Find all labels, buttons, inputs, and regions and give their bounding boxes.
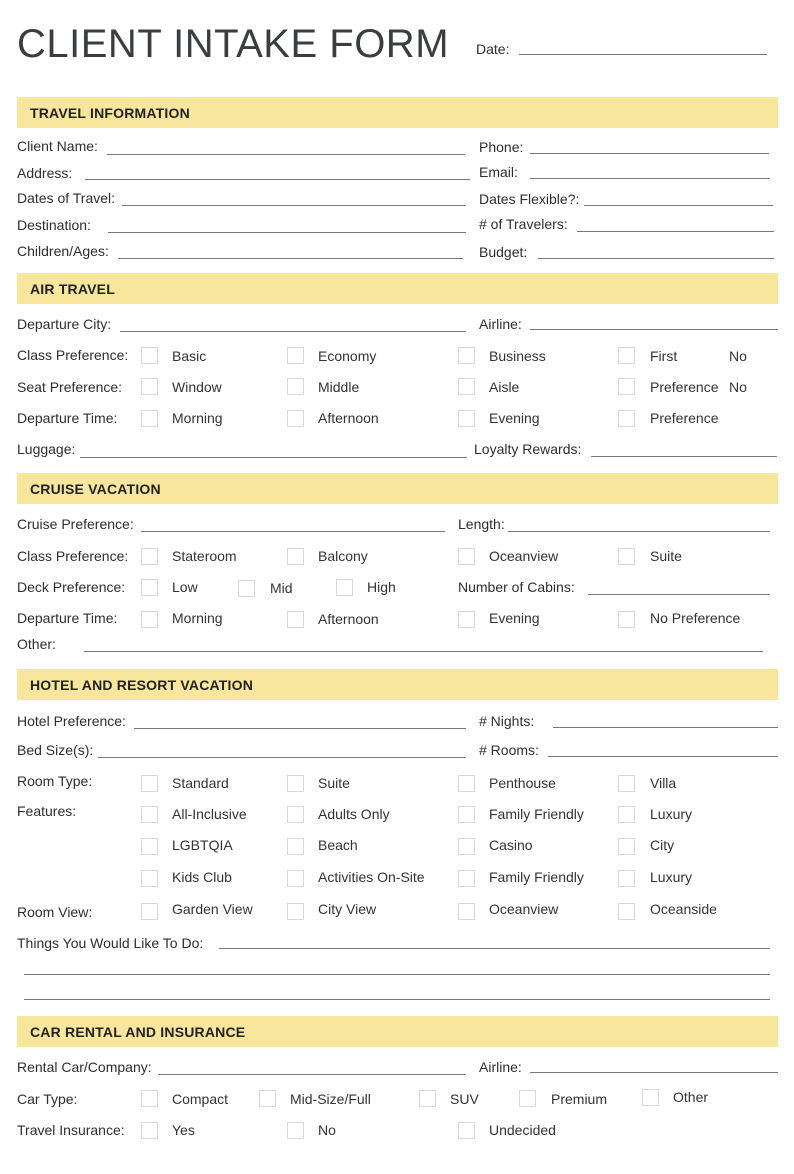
email-field[interactable]: [530, 178, 770, 179]
deck-pref-label: Deck Preference:: [17, 579, 126, 595]
checkbox-city-view[interactable]: [287, 903, 304, 920]
checkbox-economy[interactable]: [287, 347, 304, 364]
checkbox-standard[interactable]: [141, 775, 158, 792]
checkbox-evening[interactable]: [458, 611, 475, 628]
length-field[interactable]: [508, 531, 770, 532]
option-label: Premium: [551, 1091, 608, 1107]
no-label: No: [729, 379, 747, 395]
checkbox-all-inclusive[interactable]: [141, 806, 158, 823]
air-departure-time-label: Departure Time:: [17, 410, 118, 426]
option-label: Basic: [172, 348, 207, 364]
section-title: HOTEL AND RESORT VACATION: [30, 677, 254, 693]
option-label: Yes: [172, 1122, 195, 1138]
option-label: Preference: [650, 410, 719, 426]
option-label: Activities On-Site: [318, 869, 425, 885]
car-type-label: Car Type:: [17, 1091, 78, 1107]
option-label: No: [318, 1122, 336, 1138]
option-label: City View: [318, 901, 377, 917]
checkbox-suv[interactable]: [419, 1090, 436, 1107]
checkbox-oceanside[interactable]: [618, 903, 635, 920]
checkbox-family-friendly[interactable]: [458, 870, 475, 887]
checkbox-casino[interactable]: [458, 838, 475, 855]
airline-field[interactable]: [530, 329, 778, 330]
car-airline-label: Airline:: [479, 1059, 522, 1075]
checkbox-first[interactable]: [618, 347, 635, 364]
budget-field[interactable]: [538, 258, 774, 259]
option-label: All-Inclusive: [172, 806, 247, 822]
cruise-departure-time-label: Departure Time:: [17, 610, 118, 626]
room-type-label: Room Type:: [17, 773, 93, 789]
option-label: Mid: [270, 580, 293, 596]
things-to-do-field-line-2[interactable]: [24, 974, 770, 975]
option-label: Undecided: [489, 1122, 556, 1138]
option-label: Evening: [489, 610, 540, 626]
address-label: Address:: [17, 165, 73, 181]
option-label: Evening: [489, 410, 540, 426]
option-label: Middle: [318, 379, 360, 395]
checkbox-kids-club[interactable]: [141, 870, 158, 887]
option-label: Garden View: [172, 901, 253, 917]
things-to-do-field[interactable]: [219, 948, 770, 949]
checkbox-afternoon[interactable]: [287, 410, 304, 427]
option-label: Penthouse: [489, 775, 556, 791]
checkbox-activities-on-site[interactable]: [287, 870, 304, 887]
room-view-label: Room View:: [17, 904, 93, 920]
section-header-air: [17, 273, 778, 304]
checkbox-no[interactable]: [287, 1122, 304, 1139]
checkbox-morning[interactable]: [141, 410, 158, 427]
things-to-do-field-line-3[interactable]: [24, 999, 770, 1000]
option-label: Suite: [318, 775, 350, 791]
car-airline-field[interactable]: [530, 1072, 778, 1073]
cruise-class-pref-label: Class Preference:: [17, 548, 129, 564]
checkbox-city[interactable]: [618, 838, 635, 855]
section-title: CRUISE VACATION: [30, 481, 161, 497]
option-label: Luxury: [650, 869, 693, 885]
option-label: Business: [489, 348, 546, 364]
checkbox-evening[interactable]: [458, 410, 475, 427]
checkbox-low[interactable]: [141, 579, 158, 596]
option-label: Aisle: [489, 379, 520, 395]
option-label: SUV: [450, 1091, 479, 1107]
children-ages-field[interactable]: [118, 258, 463, 259]
checkbox-afternoon[interactable]: [287, 611, 304, 628]
bed-size-field[interactable]: [98, 757, 466, 758]
date-field[interactable]: [519, 54, 767, 55]
checkbox-premium[interactable]: [519, 1090, 536, 1107]
option-label: Suite: [650, 548, 682, 564]
rooms-field[interactable]: [548, 756, 778, 757]
seat-pref-label: Seat Preference:: [17, 379, 123, 395]
features-label: Features:: [17, 803, 77, 819]
option-label: Preference: [650, 379, 719, 395]
departure-city-field[interactable]: [120, 331, 466, 332]
option-label: Oceanview: [489, 548, 559, 564]
option-label: Low: [172, 579, 198, 595]
travel-insurance-label: Travel Insurance:: [17, 1122, 125, 1138]
air-class-pref-label: Class Preference:: [17, 347, 129, 363]
destination-field[interactable]: [108, 232, 466, 233]
luggage-field[interactable]: [80, 457, 467, 458]
checkbox-penthouse[interactable]: [458, 775, 475, 792]
option-label: LGBTQIA: [172, 837, 233, 853]
checkbox-balcony[interactable]: [287, 548, 304, 565]
other-field[interactable]: [84, 651, 763, 652]
hotel-pref-field[interactable]: [134, 728, 466, 729]
checkbox-beach[interactable]: [287, 838, 304, 855]
checkbox-family-friendly[interactable]: [458, 806, 475, 823]
checkbox-lgbtqia[interactable]: [141, 838, 158, 855]
option-label: Family Friendly: [489, 869, 584, 885]
checkbox-suite[interactable]: [618, 548, 635, 565]
checkbox-middle[interactable]: [287, 378, 304, 395]
checkbox-undecided[interactable]: [458, 1122, 475, 1139]
things-to-do-label: Things You Would Like To Do:: [17, 935, 204, 951]
option-label: Kids Club: [172, 869, 232, 885]
other-label: Other:: [17, 636, 56, 652]
section-header-travel: [17, 97, 778, 128]
checkbox-seat-no-preference[interactable]: [618, 378, 635, 395]
checkbox-no-preference[interactable]: [618, 611, 635, 628]
checkbox-window[interactable]: [141, 378, 158, 395]
checkbox-stateroom[interactable]: [141, 548, 158, 565]
option-label: Afternoon: [318, 611, 379, 627]
option-label: Oceanview: [489, 901, 559, 917]
phone-field[interactable]: [530, 153, 769, 154]
no-label: No: [729, 348, 747, 364]
checkbox-oceanview[interactable]: [458, 903, 475, 920]
option-label: Afternoon: [318, 410, 379, 426]
num-cabins-label: Number of Cabins:: [458, 579, 575, 595]
option-label: Morning: [172, 610, 223, 626]
checkbox-luxury[interactable]: [618, 806, 635, 823]
phone-label: Phone:: [479, 139, 524, 155]
section-header-hotel: [17, 669, 778, 700]
dates-flexible-field[interactable]: [584, 205, 773, 206]
option-label: Economy: [318, 348, 377, 364]
num-travelers-field[interactable]: [577, 231, 774, 232]
airline-label: Airline:: [479, 316, 522, 332]
checkbox-morning[interactable]: [141, 611, 158, 628]
budget-label: Budget:: [479, 244, 528, 260]
checkbox-aisle[interactable]: [458, 378, 475, 395]
option-label: Villa: [650, 775, 677, 791]
section-header-car: [17, 1016, 778, 1047]
option-label: Morning: [172, 410, 223, 426]
checkbox-business[interactable]: [458, 347, 475, 364]
children-ages-label: Children/Ages:: [17, 243, 109, 259]
loyalty-field[interactable]: [591, 456, 777, 457]
cruise-pref-field[interactable]: [141, 531, 445, 532]
checkbox-luxury[interactable]: [618, 870, 635, 887]
luggage-label: Luggage:: [17, 441, 76, 457]
checkbox-time-no-preference[interactable]: [618, 410, 635, 427]
rooms-label: # Rooms:: [479, 742, 539, 758]
option-label: Adults Only: [318, 806, 390, 822]
checkbox-yes[interactable]: [141, 1122, 158, 1139]
num-travelers-label: # of Travelers:: [479, 216, 568, 232]
option-label: Mid-Size/Full: [290, 1091, 371, 1107]
email-label: Email:: [479, 164, 518, 180]
date-label: Date:: [476, 41, 510, 57]
num-cabins-field[interactable]: [588, 594, 770, 595]
checkbox-oceanview[interactable]: [458, 548, 475, 565]
dates-of-travel-label: Dates of Travel:: [17, 190, 116, 206]
section-title: CAR RENTAL AND INSURANCE: [30, 1024, 246, 1040]
checkbox-suite[interactable]: [287, 775, 304, 792]
section-header-cruise: [17, 473, 778, 504]
option-label: High: [367, 579, 396, 595]
option-label: City: [650, 837, 675, 853]
checkbox-basic[interactable]: [141, 347, 158, 364]
dates-flexible-label: Dates Flexible?:: [479, 191, 580, 207]
cruise-pref-label: Cruise Preference:: [17, 516, 134, 532]
option-label: Stateroom: [172, 548, 237, 564]
option-label: Casino: [489, 837, 533, 853]
option-label: Balcony: [318, 548, 368, 564]
loyalty-label: Loyalty Rewards:: [474, 441, 582, 457]
option-label: No Preference: [650, 610, 741, 626]
nights-label: # Nights:: [479, 713, 535, 729]
option-label: Family Friendly: [489, 806, 584, 822]
section-title: AIR TRAVEL: [30, 281, 115, 297]
option-label: First: [650, 348, 678, 364]
length-label: Length:: [458, 516, 505, 532]
form-title: CLIENT INTAKE FORM: [17, 22, 450, 66]
checkbox-adults-only[interactable]: [287, 806, 304, 823]
option-label: Window: [172, 379, 222, 395]
option-label: Beach: [318, 837, 358, 853]
option-label: Other: [673, 1089, 709, 1105]
checkbox-other[interactable]: [642, 1089, 659, 1106]
checkbox-high[interactable]: [336, 579, 353, 596]
bed-size-label: Bed Size(s):: [17, 742, 94, 758]
client-name-field[interactable]: [107, 154, 465, 155]
dates-of-travel-field[interactable]: [122, 205, 466, 206]
nights-field[interactable]: [553, 727, 778, 728]
option-label: Luxury: [650, 806, 693, 822]
address-field[interactable]: [85, 179, 470, 180]
departure-city-label: Departure City:: [17, 316, 112, 332]
section-title: TRAVEL INFORMATION: [30, 105, 190, 121]
rental-company-field[interactable]: [158, 1074, 466, 1075]
option-label: Standard: [172, 775, 229, 791]
hotel-pref-label: Hotel Preference:: [17, 713, 126, 729]
checkbox-villa[interactable]: [618, 775, 635, 792]
option-label: Oceanside: [650, 901, 717, 917]
rental-company-label: Rental Car/Company:: [17, 1059, 152, 1075]
option-label: Compact: [172, 1091, 229, 1107]
client-name-label: Client Name:: [17, 138, 98, 154]
checkbox-mid-size-full[interactable]: [259, 1090, 276, 1107]
checkbox-garden-view[interactable]: [141, 903, 158, 920]
destination-label: Destination:: [17, 217, 91, 233]
checkbox-compact[interactable]: [141, 1090, 158, 1107]
checkbox-mid[interactable]: [238, 580, 255, 597]
